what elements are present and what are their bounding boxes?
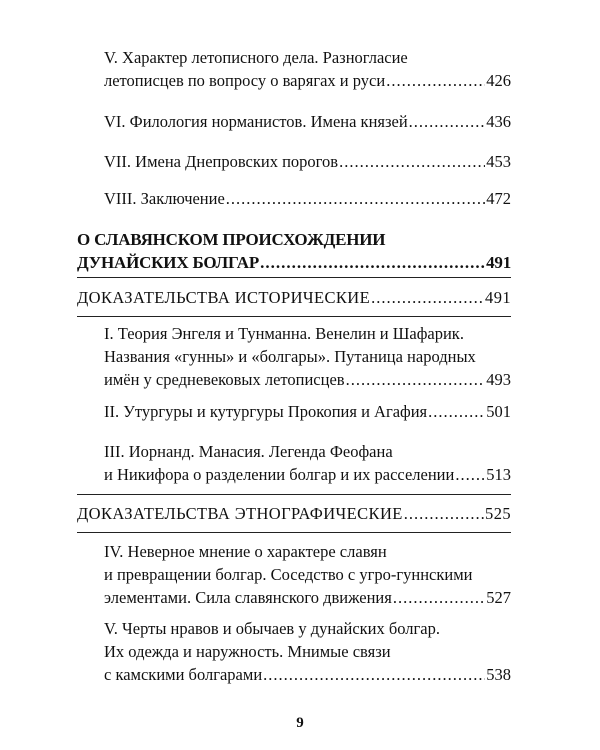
toc-entry-leader-line: [104, 368, 511, 391]
toc-entry-leader-line: [104, 187, 511, 210]
toc-entry-text-line: V. Черты нравов и обычаев у дунайских болгар.: [104, 619, 441, 638]
toc-page-number: 436: [486, 112, 511, 131]
toc-entry-text-line: IV. Неверное мнение о характере славян: [104, 542, 387, 561]
toc-part-title-line: О СЛАВЯНСКОМ ПРОИСХОЖДЕНИИ: [77, 230, 386, 249]
toc-entry-text-line: имён у средневековых летописцев: [104, 370, 345, 389]
dot-leader: [263, 663, 485, 686]
toc-section-title: ДОКАЗАТЕЛЬСТВА ИСТОРИЧЕСКИЕ: [77, 288, 371, 307]
toc-section-ethnographic: [77, 502, 511, 525]
toc-entry-historical-1: [104, 322, 511, 391]
dot-leader: [260, 251, 485, 274]
toc-entry-leader-line: [77, 251, 511, 274]
toc-entry-text-line: Названия «гунны» и «болгары». Путаница народных: [104, 347, 476, 366]
dot-leader: [428, 400, 485, 423]
toc-page-number: 453: [486, 152, 511, 171]
toc-entry-chapter-8: [104, 187, 511, 210]
toc-entry-text-line: и превращении болгар. Соседство с угро-гуннскими: [104, 565, 473, 584]
toc-entry-leader-line: [104, 150, 511, 173]
toc-page-number: 491: [485, 288, 511, 307]
dot-leader: [409, 110, 486, 133]
toc-entry-text-line: летописцев по вопросу о варягах и руси: [104, 71, 386, 90]
toc-entry-leader-line: [104, 400, 511, 423]
dot-leader: [386, 69, 485, 92]
dot-leader: [226, 187, 485, 210]
toc-entry-text-line: VII. Имена Днепровских порогов: [104, 152, 339, 171]
divider-line: [77, 277, 511, 278]
toc-entry-leader-line: [77, 502, 511, 525]
divider-line: [77, 532, 511, 533]
toc-page-number: 513: [486, 465, 511, 484]
dot-leader: [371, 286, 484, 309]
page-number: 9: [296, 715, 304, 731]
toc-entry-ethnographic-4: [104, 540, 511, 609]
toc-page-number: 493: [486, 370, 511, 389]
toc-entry-historical-3: [104, 440, 511, 486]
toc-entry-text-line: и Никифора о разделении болгар и их расселении: [104, 465, 455, 484]
toc-entry-leader-line: [77, 286, 511, 309]
toc-entry-text-line: I. Теория Энгеля и Тунманна. Венелин и Шафарик.: [104, 324, 464, 343]
toc-entry-text-line: элементами. Сила славянского движения: [104, 588, 392, 607]
toc-entry-leader-line: [104, 586, 511, 609]
dot-leader: [404, 502, 484, 525]
dot-leader: [346, 368, 486, 391]
toc-part-title-line: ДУНАЙСКИХ БОЛГАР: [77, 253, 260, 272]
divider-line: [77, 494, 511, 495]
dot-leader: [393, 586, 485, 609]
toc-entry-text-line: Их одежда и наружность. Мнимые связи: [104, 642, 391, 661]
toc-section-title: ДОКАЗАТЕЛЬСТВА ЭТНОГРАФИЧЕСКИЕ: [77, 504, 403, 523]
divider-line: [77, 316, 511, 317]
dot-leader: [455, 463, 485, 486]
dot-leader: [339, 150, 485, 173]
toc-entry-text-line: с камскими болгарами: [104, 665, 263, 684]
toc-entry-text-line: VIII. Заключение: [104, 189, 225, 208]
toc-entry-leader-line: [104, 69, 511, 92]
toc-entry-chapter-6: [104, 110, 511, 133]
toc-section-historical: [77, 286, 511, 309]
toc-entry-historical-2: [104, 400, 511, 423]
toc-entry-ethnographic-5: [104, 617, 511, 686]
toc-entry-leader-line: [104, 110, 511, 133]
toc-page-number: 491: [486, 253, 511, 272]
toc-page-number: 527: [486, 588, 511, 607]
toc-page-number: 501: [486, 402, 511, 421]
toc-page-number: 426: [486, 71, 511, 90]
toc-entry-leader-line: [104, 663, 511, 686]
toc-entry-text-line: II. Утургуры и кутургуры Прокопия и Агафия: [104, 402, 428, 421]
toc-page-number: 525: [485, 504, 511, 523]
toc-entry-text-line: V. Характер летописного дела. Разногласие: [104, 48, 408, 67]
toc-entry-text-line: VI. Филология норманистов. Имена князей: [104, 112, 408, 131]
toc-entry-text-line: III. Иорнанд. Манасия. Легенда Феофана: [104, 442, 393, 461]
toc-entry-chapter-7: [104, 150, 511, 173]
toc-page-number: 472: [486, 189, 511, 208]
toc-page-number: 538: [486, 665, 511, 684]
toc-part-heading: [77, 228, 511, 274]
toc-entry-leader-line: [104, 463, 511, 486]
toc-entry-chapter-5: [104, 46, 511, 92]
